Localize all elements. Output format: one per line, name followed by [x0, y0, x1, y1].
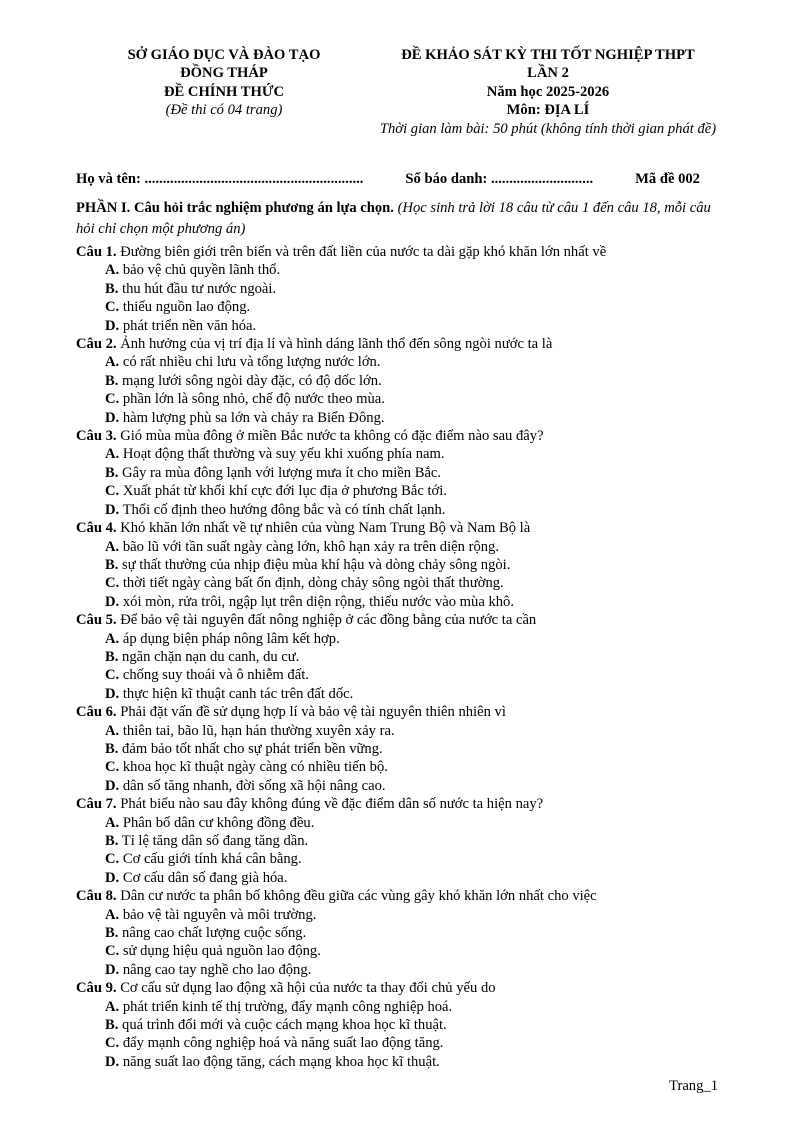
time-limit: Thời gian làm bài: 50 phút (không tính thời gian phát đề)	[379, 120, 717, 137]
page-number: Trang_1	[669, 1078, 718, 1094]
question-stem	[76, 335, 736, 353]
question-stem	[76, 243, 736, 261]
option-label: D.	[105, 409, 120, 426]
student-info-row	[76, 170, 700, 188]
option-text: Xuất phát từ khối khí cực đới lục địa ở phương Bắc tới.	[122, 483, 447, 500]
question-stem	[76, 795, 736, 813]
question-text: Khó khăn lớn nhất về tự nhiên của vùng Nam Trung Bộ và Nam Bộ là	[120, 520, 531, 537]
answer-option	[76, 906, 736, 924]
option-label: D.	[105, 869, 120, 886]
exam-title: ĐỀ KHẢO SÁT KỲ THI TỐT NGHIỆP THPT	[401, 47, 695, 63]
option-label: B.	[105, 280, 119, 297]
answer-option	[76, 353, 736, 371]
part-1-title: PHẦN I. Câu hỏi trắc nghiệm phương án lựa chọn.	[76, 200, 394, 216]
option-label: C.	[105, 391, 120, 408]
department-name: SỞ GIÁO DỤC VÀ ĐÀO TẠO	[127, 47, 321, 63]
option-text: nâng cao tay nghề cho lao động.	[122, 961, 312, 978]
option-text: dân số tăng nhanh, đời sống xã hội nâng cao.	[122, 777, 386, 794]
answer-option	[76, 998, 736, 1016]
answer-option	[76, 298, 736, 316]
option-text: bảo vệ tài nguyên và môi trường.	[122, 906, 317, 923]
question-text: Đường biên giới trên biển và trên đất liền của nước ta dài gặp khó khăn lớn nhất về	[120, 244, 607, 260]
answer-option	[76, 942, 736, 960]
answer-option	[76, 814, 736, 832]
question-stem	[76, 519, 736, 537]
student-name-field: Họ và tên: ............................................................	[76, 171, 364, 187]
question-stem	[76, 427, 736, 445]
header-right	[378, 46, 718, 138]
answer-option	[76, 445, 736, 463]
option-text: Phân bố dân cư không đồng đều.	[122, 814, 315, 831]
option-text: thực hiện kĩ thuật canh tác trên đất dốc.	[122, 685, 354, 702]
answer-option	[76, 317, 736, 335]
answer-option	[76, 1053, 736, 1071]
option-label: A.	[105, 998, 120, 1015]
option-text: đảm bảo tốt nhất cho sự phát triển bền vững.	[122, 740, 383, 757]
question-label: Câu 3.	[76, 428, 117, 445]
option-label: A.	[105, 262, 120, 279]
option-text: nâng cao chất lượng cuộc sống.	[122, 925, 307, 942]
answer-option	[76, 593, 736, 611]
option-text: đẩy mạnh công nghiệp hoá và năng suất lao động tăng.	[122, 1035, 444, 1052]
option-text: áp dụng biện pháp nông lâm kết hợp.	[122, 630, 340, 647]
answer-option	[76, 777, 736, 795]
option-label: C.	[105, 759, 120, 776]
option-label: C.	[105, 1035, 120, 1052]
option-label: A.	[105, 630, 120, 647]
question-text: Gió mùa mùa đông ở miền Bắc nước ta không có đặc điểm nào sau đây?	[120, 428, 544, 445]
option-label: A.	[105, 446, 120, 463]
option-text: bão lũ với tần suất ngày càng lớn, khô hạn xảy ra trên diện rộng.	[122, 538, 499, 555]
candidate-number-field: Số báo danh: ............................	[405, 171, 594, 187]
option-text: mạng lưới sông ngòi dày đặc, có độ dốc lớn.	[122, 372, 382, 389]
header-left	[100, 46, 348, 120]
option-label: B.	[105, 925, 119, 942]
question-label: Câu 4.	[76, 520, 117, 537]
answer-option	[76, 1016, 736, 1034]
question-label: Câu 8.	[76, 888, 117, 905]
option-label: D.	[105, 961, 120, 978]
question-stem	[76, 611, 736, 629]
question-stem	[76, 703, 736, 721]
option-text: Cơ cấu dân số đang già hóa.	[122, 869, 288, 886]
school-year: Năm học 2025-2026	[486, 83, 610, 100]
question-text: Dân cư nước ta phân bố không đều giữa các vùng gây khó khăn lớn nhất cho việc	[120, 888, 597, 905]
option-label: B.	[105, 1017, 119, 1034]
option-text: hàm lượng phù sa lớn và chảy ra Biển Đông.	[122, 409, 385, 426]
option-text: phát triển nền văn hóa.	[122, 317, 257, 334]
answer-option	[76, 740, 736, 758]
part-1-heading	[76, 198, 724, 240]
option-text: có rất nhiều chi lưu và tổng lượng nước lớn.	[122, 354, 381, 371]
answer-option	[76, 924, 736, 942]
answer-option	[76, 758, 736, 776]
option-label: D.	[105, 1053, 120, 1070]
answer-option	[76, 409, 736, 427]
answer-option	[76, 390, 736, 408]
exam-code: Mã đề 002	[635, 171, 700, 187]
answer-option	[76, 464, 736, 482]
option-text: chống suy thoái và ô nhiễm đất.	[122, 667, 309, 684]
option-text: sử dụng hiệu quả nguồn lao động.	[122, 943, 321, 960]
answer-option	[76, 574, 736, 592]
answer-option	[76, 482, 736, 500]
official-label: ĐỀ CHÍNH THỨC	[163, 83, 284, 100]
option-label: B.	[105, 464, 119, 481]
answer-option	[76, 685, 736, 703]
answer-option	[76, 722, 736, 740]
option-label: B.	[105, 833, 119, 849]
option-label: B.	[105, 740, 119, 757]
option-label: B.	[105, 372, 119, 389]
option-text: bảo vệ chủ quyền lãnh thổ.	[122, 262, 281, 279]
option-text: Thổi cố định theo hướng đông bắc và có tính chất lạnh.	[122, 501, 446, 518]
option-text: sự thất thường của nhịp điệu mùa khí hậu và dòng chảy sông ngòi.	[122, 556, 511, 573]
question-label: Câu 7.	[76, 796, 117, 813]
option-label: D.	[105, 593, 120, 610]
question-stem	[76, 979, 736, 997]
option-label: C.	[105, 943, 120, 960]
option-text: Hoạt động thất thường và suy yếu khi xuống phía nam.	[122, 446, 445, 463]
option-label: D.	[105, 777, 120, 794]
option-text: thiên tai, bão lũ, hạn hán thường xuyên xảy ra.	[122, 722, 395, 739]
answer-option	[76, 666, 736, 684]
option-text: xói mòn, rửa trôi, ngập lụt trên diện rộng, thiếu nước vào mùa khô.	[122, 593, 514, 610]
option-text: ngăn chặn nạn du canh, du cư.	[122, 648, 300, 665]
option-label: D.	[105, 685, 120, 702]
option-label: B.	[105, 556, 119, 573]
option-label: B.	[105, 648, 119, 665]
option-text: Cơ cấu giới tính khá cân bằng.	[122, 851, 302, 868]
option-text: thời tiết ngày càng bất ổn định, dòng chảy sông ngòi thất thường.	[122, 575, 504, 592]
option-text: thu hút đầu tư nước ngoài.	[122, 280, 277, 297]
province-name: ĐỒNG THÁP	[180, 65, 268, 82]
option-label: C.	[105, 851, 120, 868]
option-text: khoa học kĩ thuật ngày càng có nhiều tiến bộ.	[122, 759, 388, 776]
answer-option	[76, 869, 736, 887]
option-label: A.	[105, 722, 120, 739]
option-label: D.	[105, 501, 120, 518]
question-text: Cơ cấu sử dụng lao động xã hội của nước ta thay đổi chủ yếu do	[120, 980, 496, 997]
question-list	[76, 243, 736, 1071]
answer-option	[76, 280, 736, 298]
answer-option	[76, 961, 736, 979]
answer-option	[76, 648, 736, 666]
option-text: năng suất lao động tăng, cách mạng khoa học kĩ thuật.	[122, 1053, 440, 1070]
option-label: A.	[105, 538, 120, 555]
answer-option	[76, 261, 736, 279]
question-label: Câu 6.	[76, 704, 117, 721]
page-count-note: (Đề thi có 04 trang)	[165, 102, 283, 119]
exam-round: LẦN 2	[527, 65, 569, 82]
question-label: Câu 2.	[76, 336, 117, 353]
question-stem	[76, 887, 736, 905]
question-text: Phát biểu nào sau đây không đúng về đặc điểm dân số nước ta hiện nay?	[120, 796, 544, 813]
option-text: phần lớn là sông nhỏ, chế độ nước theo mùa.	[122, 391, 385, 408]
option-label: C.	[105, 483, 120, 500]
answer-option	[76, 850, 736, 868]
answer-option	[76, 1034, 736, 1052]
exam-header	[0, 46, 794, 158]
option-text: phát triển kinh tế thị trường, đẩy mạnh công nghiệp hoá.	[122, 998, 453, 1015]
question-text: Ảnh hưởng của vị trí địa lí và hình dáng lãnh thổ đến sông ngòi nước ta là	[120, 336, 553, 353]
question-label: Câu 9.	[76, 980, 117, 997]
option-label: C.	[105, 299, 120, 316]
option-text: Tỉ lệ tăng dân số đang tăng dần.	[121, 833, 309, 849]
question-text: Phải đặt vấn đề sử dụng hợp lí và bảo vệ tài nguyên thiên nhiên vì	[120, 704, 506, 721]
answer-option	[76, 630, 736, 648]
answer-option	[76, 832, 736, 850]
option-text: thiếu nguồn lao động.	[122, 299, 251, 316]
option-label: A.	[105, 354, 120, 371]
answer-option	[76, 556, 736, 574]
part-1-instructions: (Học sinh trả lời 18 câu từ câu 1 đến câu 18, mỗi câu hỏi chỉ chọn một phương án)	[76, 200, 711, 237]
option-text: Gây ra mùa đông lạnh với lượng mưa ít cho miền Bắc.	[122, 464, 442, 481]
question-label: Câu 1.	[76, 244, 117, 260]
answer-option	[76, 372, 736, 390]
question-label: Câu 5.	[76, 612, 117, 629]
option-label: C.	[105, 667, 120, 684]
option-label: C.	[105, 575, 120, 592]
question-text: Để bảo vệ tài nguyên đất nông nghiệp ở các đồng bằng của nước ta cần	[120, 612, 537, 629]
option-label: D.	[105, 317, 120, 334]
option-label: A.	[105, 906, 120, 923]
answer-option	[76, 501, 736, 519]
option-label: A.	[105, 814, 120, 831]
subject: Môn: ĐỊA LÍ	[506, 102, 590, 119]
option-text: quá trình đổi mới và cuộc cách mạng khoa học kĩ thuật.	[122, 1017, 447, 1034]
answer-option	[76, 538, 736, 556]
